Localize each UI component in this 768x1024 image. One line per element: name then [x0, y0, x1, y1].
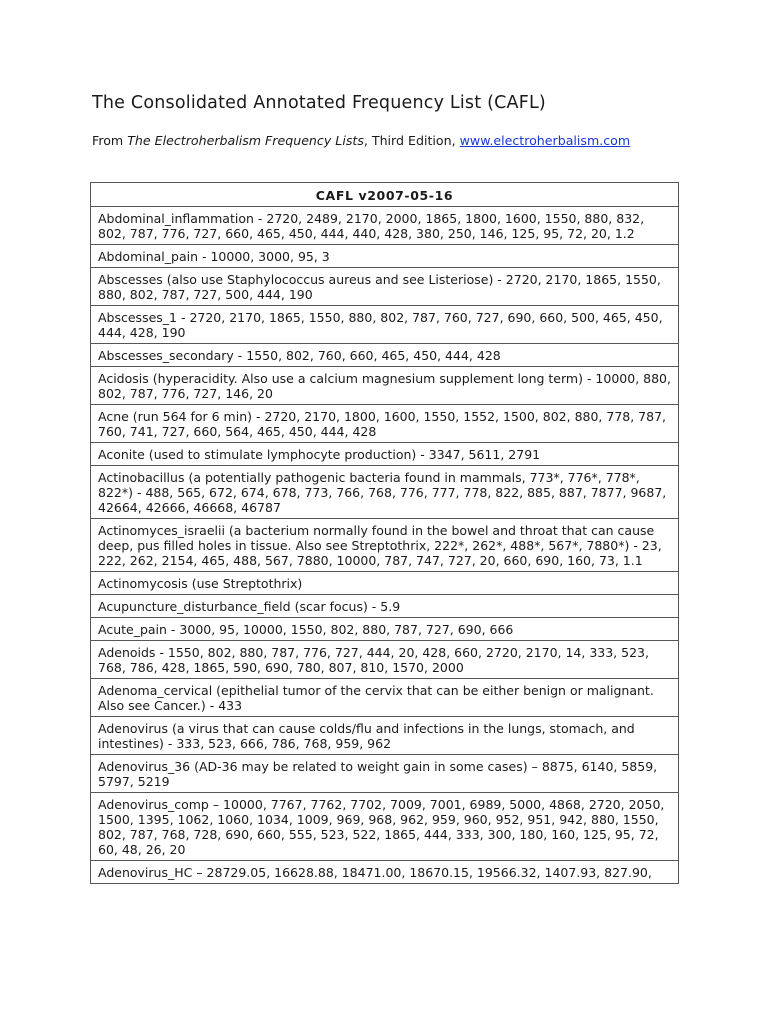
entry-aconite: Aconite (used to stimulate lymphocyte production) - 3347, 5611, 2791: [91, 443, 679, 466]
entry-acute-pain: Acute_pain - 3000, 95, 10000, 1550, 802, 880, 787, 727, 690, 666: [91, 618, 679, 641]
table-header: CAFL v2007-05-16: [91, 183, 679, 207]
source-prefix: From: [92, 133, 128, 148]
table-row: [91, 405, 679, 443]
table-row: [91, 466, 679, 519]
entry-adenoids: Adenoids - 1550, 802, 880, 787, 776, 727, 444, 20, 428, 660, 2720, 2170, 14, 333, 523, 768, 786, 428, 1865, 590, 690, 780, 807, 810, 1570, 2000: [91, 641, 679, 679]
table-row: [91, 245, 679, 268]
entry-acidosis: Acidosis (hyperacidity. Also use a calcium magnesium supplement long term) - 10000, 880, 802, 787, 776, 727, 146, 20: [91, 367, 679, 405]
entry-abscesses: Abscesses (also use Staphylococcus aureus and see Listeriose) - 2720, 2170, 1865, 1550, 880, 802, 787, 727, 500, 444, 190: [91, 268, 679, 306]
table-row: [91, 367, 679, 405]
entry-acupuncture-disturbance-field: Acupuncture_disturbance_field (scar focus) - 5.9: [91, 595, 679, 618]
entry-adenovirus-36: Adenovirus_36 (AD-36 may be related to weight gain in some cases) – 8875, 6140, 5859, 5797, 5219: [91, 755, 679, 793]
source-book-title: The Electroherbalism Frequency Lists: [127, 133, 364, 148]
table-row: [91, 306, 679, 344]
table-header-row: [91, 183, 679, 207]
table-row: [91, 519, 679, 572]
table-row: [91, 618, 679, 641]
entry-abscesses-secondary: Abscesses_secondary - 1550, 802, 760, 660, 465, 450, 444, 428: [91, 344, 679, 367]
table-row: [91, 207, 679, 245]
table-row: [91, 679, 679, 717]
frequency-table: [90, 182, 679, 884]
table-row: [91, 793, 679, 861]
table-row: [91, 572, 679, 595]
source-edition: , Third Edition,: [363, 133, 460, 148]
table-row: [91, 755, 679, 793]
entry-adenovirus-comp: Adenovirus_comp – 10000, 7767, 7762, 7702, 7009, 7001, 6989, 5000, 4868, 2720, 2050, 1500, 1395, 1062, 1060, 1034, 1009, 969, 968, 962, 959, 960, 952, 951, 942, 880, 1550, 802, 787, 768, 728, 690, 660, 555, 523, 522, 1865, 444, 333, 300, 180, 160, 125, 95, 72, 60, 48, 26, 20: [91, 793, 679, 861]
table-row: [91, 861, 679, 884]
entry-adenoma-cervical: Adenoma_cervical (epithelial tumor of the cervix that can be either benign or malignant. Also see Cancer.) - 433: [91, 679, 679, 717]
entry-adenovirus-hc: Adenovirus_HC – 28729.05, 16628.88, 18471.00, 18670.15, 19566.32, 1407.93, 827.90,: [91, 861, 679, 884]
table-row: [91, 344, 679, 367]
entry-acne: Acne (run 564 for 6 min) - 2720, 2170, 1800, 1600, 1550, 1552, 1500, 802, 880, 778, 787, 760, 741, 727, 660, 564, 465, 450, 444, 428: [91, 405, 679, 443]
website-link[interactable]: www.electroherbalism.com: [459, 133, 631, 148]
table-row: [91, 595, 679, 618]
entry-actinomyces-israelii: Actinomyces_israelii (a bacterium normally found in the bowel and throat that can cause deep, pus filled holes in tissue. Also see Streptothrix, 222*, 262*, 488*, 567*, 7880*) - 23, 222, 262, 2154, 465, 488, 567, 7880, 10000, 787, 747, 727, 20, 660, 690, 160, 73, 1.1: [91, 519, 679, 572]
page-title: The Consolidated Annotated Frequency List (CAFL): [92, 93, 546, 113]
entry-abdominal-inflammation: Abdominal_inflammation - 2720, 2489, 2170, 2000, 1865, 1800, 1600, 1550, 880, 832, 802, 787, 776, 727, 660, 465, 450, 444, 440, 428, 380, 250, 146, 125, 95, 72, 20, 1.2: [91, 207, 679, 245]
entry-actinobacillus: Actinobacillus (a potentially pathogenic bacteria found in mammals, 773*, 776*, 778*, 822*) - 488, 565, 672, 674, 678, 773, 766, 768, 776, 777, 778, 822, 885, 887, 7877, 9687, 42664, 42666, 46668, 46787: [91, 466, 679, 519]
entry-actinomycosis: Actinomycosis (use Streptothrix): [91, 572, 679, 595]
table-row: [91, 641, 679, 679]
table-row: [91, 717, 679, 755]
table-row: [91, 268, 679, 306]
entry-abscesses-1: Abscesses_1 - 2720, 2170, 1865, 1550, 880, 802, 787, 760, 727, 690, 660, 500, 465, 450, 444, 428, 190: [91, 306, 679, 344]
source-line: [92, 133, 630, 148]
table-row: [91, 443, 679, 466]
entry-abdominal-pain: Abdominal_pain - 10000, 3000, 95, 3: [91, 245, 679, 268]
entry-adenovirus: Adenovirus (a virus that can cause colds/flu and infections in the lungs, stomach, and intestines) - 333, 523, 666, 786, 768, 959, 962: [91, 717, 679, 755]
